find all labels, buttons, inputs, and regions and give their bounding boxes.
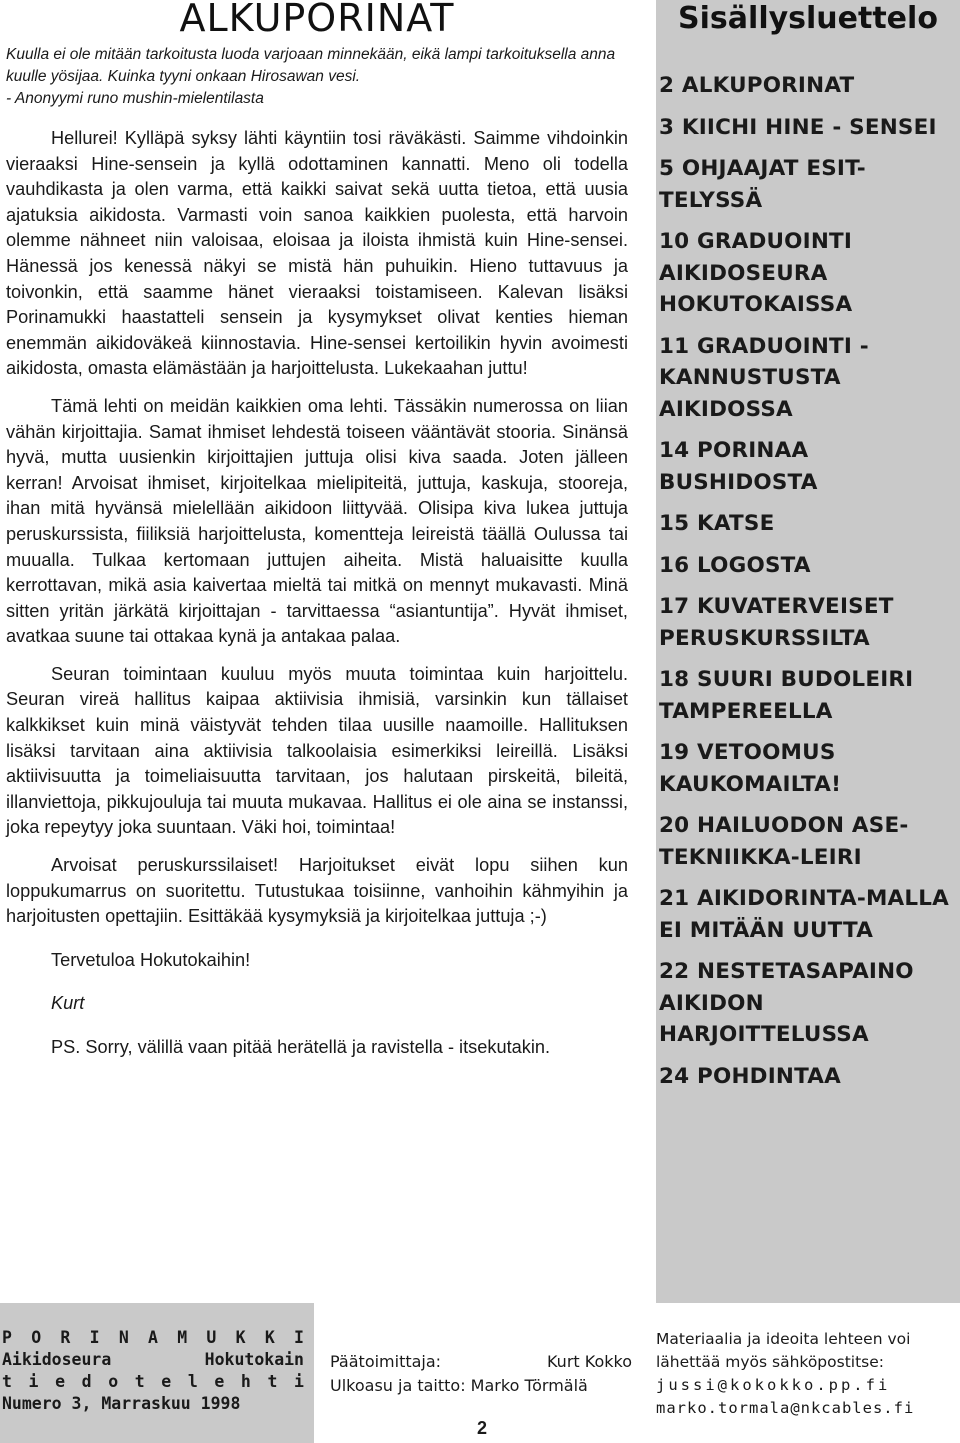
- toc-entry-title: SUURI BUDOLEIRI TAMPEREELLA: [659, 667, 914, 724]
- editor-row: [330, 1350, 632, 1374]
- article-title: ALKUPORINAT: [179, 0, 455, 40]
- toc-entry-title: PORINAA BUSHIDOSTA: [659, 438, 818, 495]
- email-link[interactable]: jussi@kokokko.pp.fi: [656, 1376, 891, 1394]
- toc-item: [659, 737, 957, 800]
- paragraph: Arvoisat peruskurssilaiset! Harjoitukset eivät lopu siihen kun loppukumarrus on suoritettu. Tutustukaa toisiinne, vanhoihin kähmyihin ja harjoitusten opettajiin. Esittäkää kysymyksiä ja kirjoitelkaa juttuja ;-): [6, 855, 628, 927]
- toc-entry-title: AIKIDORINTA-MALLA EI MITÄÄN UUTTA: [659, 886, 950, 943]
- editor-name: Kurt Kokko: [546, 1352, 632, 1371]
- credits: [330, 1350, 632, 1398]
- toc-item: [659, 331, 957, 426]
- toc-entry-title: KUVATERVEISET PERUSKURSSILTA: [659, 594, 894, 651]
- toc-item: [659, 1061, 957, 1093]
- masthead: [0, 1303, 314, 1443]
- masthead-title: P O R I N A M U K K I: [2, 1328, 304, 1347]
- toc-item: [659, 550, 957, 582]
- toc-page-number: 2: [659, 73, 682, 98]
- epigraph-source: - Anonyymi runo mushin-mielentilasta: [6, 90, 264, 107]
- toc-entry-title: POHDINTAA: [697, 1063, 841, 1089]
- postscript: PS. Sorry, välillä vaan pitää herätellä ja ravistella - itsekutakin.: [51, 1037, 551, 1057]
- toc-page-number: 16: [659, 552, 698, 578]
- paragraph: Tämä lehti on meidän kaikkien oma lehti. Tässäkin numerossa on liian vähän kirjoittajia. Samat ihmiset lehdestä toiseen vääntävät stooria. Sinänsä hyvä, mutta uusienkin kirjoittajien juttuja olisi kiva saada. Joten jälleen kerran! Arvoisat ihmiset, kirjoitelkaa mielipiteitä, juttuja, kaskuja, stooreja, ihan mitä hyvänsä mielellään aikidoon liittyvää. Olisipa kiva lukea juttuja peruskurssista, fiiliksiä harjoittelusta, komentteja leireistä täällä Oulussa tai muualla. Tulkaa kertomaan juttujen aiheita. Mistä haluaisitte kuulla kerrottavan, mikä asia kaivertaa mieltä tai mitkä on mennyt mukavasti. Minä sitten yritän järkätä kirjoittajan - tarvittaessa “asiantuntija”. Hyvät ihmiset, avatkaa suune tai ottakaa kynä ja antakaa palaa.: [6, 395, 628, 647]
- toc-item: [659, 70, 957, 102]
- toc-item: [659, 508, 957, 540]
- toc-page-number: 14: [659, 438, 698, 463]
- toc-item: [659, 112, 957, 144]
- page-number: 2: [476, 1418, 487, 1438]
- paragraph: Hellurei! Kylläpä syksy lähti käyntiin tosi räväkästi. Saimme vihdoinkin vieraaksi Hine-sensein ja kyllä odottaminen kannatti. Meno oli todella vauhdikasta ja olen varma, että kaikki saivat sekä uutta tietoa, että uusia ajatuksia aikidosta. Varmasti voin sanoa kaikkien puolesta, että harvoin olemme nähneet niin valoisaa, eloisaa ja iloista ihmistä kuin Hine-sensei. Hänessä jos kenessä näkyi se mistä hän puhuikin. Hieno tuttavuus ja toivonkin, että saamme hänet vieraaksi toistamiseen. Kalevan lisäksi Porinamukki haastatteli sensein ja kysymykset olivat kenties hieman enemmän aikidoväkeä kiinnostavia. Hine-sensei kertoilikin hyvin avoimesti aikidosta, omasta elämästään ja harjoittelusta. Lukekaahan juttu!: [6, 128, 628, 379]
- layout-credit: Ulkoasu ja taitto: Marko Törmälä: [330, 1376, 588, 1395]
- toc-entry-title: GRADUOINTI - KANNUSTUSTA AIKIDOSSA: [659, 333, 869, 422]
- toc-page-number: 20: [659, 813, 698, 838]
- toc-page-number: 18: [659, 667, 698, 692]
- toc-entry-title: HAILUODON ASE-TEKNIIKKA-LEIRI: [659, 813, 909, 870]
- toc-item: [659, 591, 957, 654]
- toc-item: [659, 956, 957, 1051]
- toc-entry-title: KATSE: [697, 511, 775, 536]
- toc-entry-title: KIICHI HINE - SENSEI: [681, 114, 937, 140]
- toc-item: [659, 810, 957, 873]
- toc-page-number: 19: [659, 740, 698, 765]
- email-link[interactable]: marko.tormala@nkcables.fi: [656, 1399, 915, 1417]
- toc-item: [659, 153, 957, 216]
- article-body: [6, 126, 628, 1073]
- toc-page-number: 15: [659, 511, 698, 536]
- toc-item: [659, 435, 957, 498]
- toc-entry-title: NESTETASAPAINO AIKIDON HARJOITTELUSSA: [659, 959, 914, 1047]
- toc-entry-title: GRADUOINTI AIKIDOSEURA HOKUTOKAISSA: [659, 229, 853, 317]
- toc-item: [659, 226, 957, 321]
- toc-page-number: 3: [659, 114, 682, 140]
- toc-page-number: 17: [659, 594, 698, 619]
- masthead-club: Aikidoseura Hokutokain: [2, 1350, 304, 1369]
- epigraph-poem: Kuulla ei ole mitään tarkoitusta luoda varjoaan minnekään, eikä lampi tarkoituksella anna kuulle yösijaa. Kuinka tyyni onkaan Hirosawan vesi.: [6, 46, 616, 85]
- submission-note: Materiaalia ja ideoita lehteen voi lähettää myös sähköpostitse:: [656, 1330, 911, 1371]
- submission-info: [656, 1328, 960, 1420]
- toc-entry-title: VETOOMUS KAUKOMAILTA!: [659, 740, 842, 797]
- toc-page-number: 5: [659, 156, 682, 181]
- toc-title: Sisällysluettelo: [678, 1, 938, 36]
- toc-page-number: 22: [659, 959, 698, 984]
- toc-page-number: 11: [659, 333, 698, 359]
- signature: Kurt: [51, 993, 85, 1014]
- toc-entry-title: ALKUPORINAT: [681, 73, 855, 98]
- toc-list: [659, 70, 957, 1102]
- greeting: Tervetuloa Hokutokaihin!: [51, 949, 251, 970]
- toc-item: [659, 883, 957, 946]
- table-of-contents: [656, 0, 960, 1303]
- toc-page-number: 10: [659, 229, 698, 254]
- toc-entry-title: LOGOSTA: [697, 552, 811, 578]
- masthead-type: t i e d o t e l e h t i: [2, 1372, 304, 1391]
- paragraph: Seuran toimintaan kuuluu myös muuta toimintaa kuin harjoittelu. Seuran vireä hallitus kaipaa aktiivisia ihmisiä, varsinkin kun tällaiset kalkkikset kuin minä väistyvät tehden tilaa uusille naamoille. Hallituksen lisäksi tarvitaan aina aktiivisia talkoolaisia esimerkiksi leireillä. Lisäksi aktiivisuutta ja toimeliaisuutta tarvitaan, jos halutaan pirskeitä, bileitä, illanviettoja, pikkujouluja tai muuta mukavaa. Hallitus ei ole aina se instanssi, joka repeytyy joka suuntaan. Väki hoi, toimintaa!: [6, 663, 628, 838]
- toc-item: [659, 664, 957, 727]
- epigraph: [6, 44, 628, 110]
- editor-label: Päätoimittaja:: [330, 1352, 442, 1371]
- masthead-issue: Numero 3, Marraskuu 1998: [2, 1394, 241, 1413]
- toc-page-number: 21: [659, 886, 698, 911]
- toc-page-number: 24: [659, 1063, 698, 1089]
- toc-entry-title: OHJAAJAT ESIT-TELYSSÄ: [659, 156, 866, 213]
